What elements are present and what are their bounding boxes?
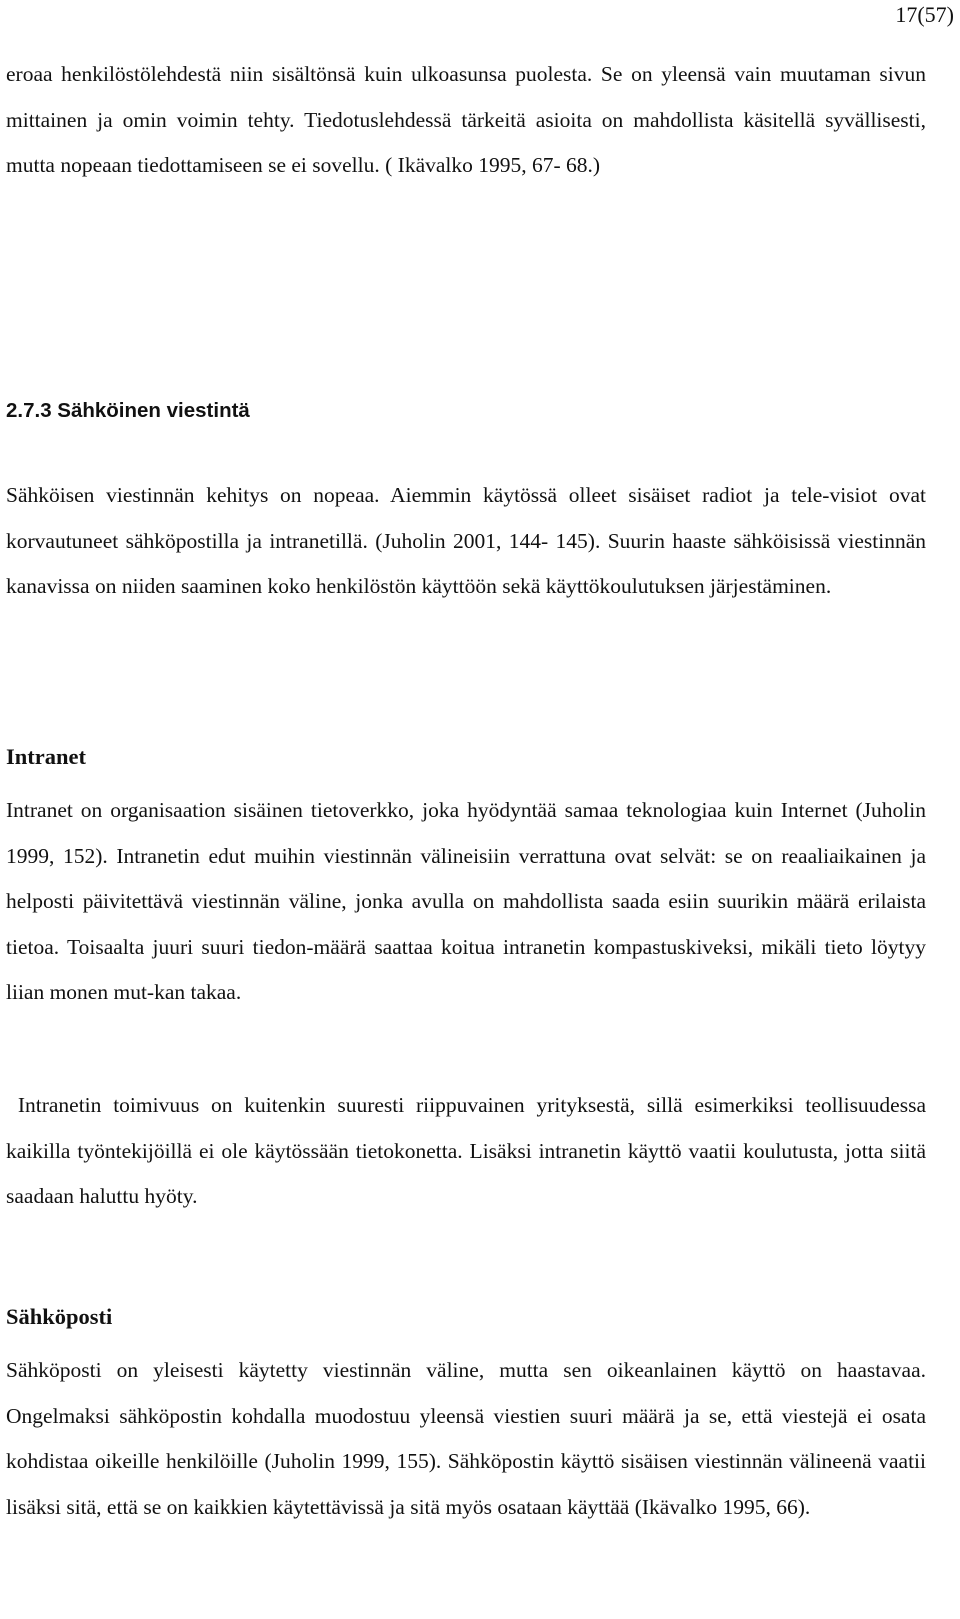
intranet-paragraph-1: Intranet on organisaation sisäinen tietoverkko, joka hyödyntää samaa teknologiaa kuin Internet (Juholin 1999, 152). Intranetin edut muihin viestinnän välineisiin verrattuna ovat selvät: se on reaaliaikainen ja helposti päivitettävä viestinnän väline, jonka avulla on mahdollista saada esiin suurikin määrä erilaista tietoa. Toisaalta juuri suuri tiedon-määrä saattaa koitua intranetin kompastuskiveksi, mikäli tieto löytyy liian monen mut-kan takaa. [6, 798, 926, 1004]
intro-paragraph: eroaa henkilöstölehdestä niin sisältönsä kuin ulkoasunsa puolesta. Se on yleensä vain muutaman sivun mittainen ja omin voimin tehty. Tiedotuslehdessä tärkeitä asioita on mahdollista käsitellä syvällisesti, mutta nopeaan tiedottamiseen se ei sovellu. ( Ikävalko 1995, 67- 68.) [6, 62, 926, 177]
section-paragraph: Sähköisen viestinnän kehitys on nopeaa. Aiemmin käytössä olleet sisäiset radiot ja tele-visiot ovat korvautuneet sähköpostilla ja intranetillä. (Juholin 2001, 144- 145). Suurin haaste sähköisissä viestinnän kanavissa on niiden saaminen koko henkilöstön käyttöön sekä käyttökoulutuksen järjestäminen. [6, 483, 926, 598]
email-heading: Sähköposti [6, 1304, 113, 1329]
section-heading: 2.7.3 Sähköinen viestintä [6, 399, 250, 422]
intranet-paragraph-2: Intranetin toimivuus on kuitenkin suuresti riippuvainen yrityksestä, sillä esimerkiksi teollisuudessa kaikilla työntekijöillä ei ole käytössään tietokonetta. Lisäksi intranetin käyttö vaatii koulutusta, jotta siitä saadaan haluttu hyöty. [6, 1093, 932, 1208]
intranet-heading: Intranet [6, 744, 86, 769]
email-paragraph: Sähköposti on yleisesti käytetty viestinnän väline, mutta sen oikeanlainen käyttö on haastavaa. Ongelmaksi sähköpostin kohdalla muodostuu yleensä viestien suuri määrä ja se, että viestejä ei osata kohdistaa oikeille henkilöille (Juholin 1999, 155). Sähköpostin käyttö sisäisen viestinnän välineenä vaatii lisäksi sitä, että se on kaikkien käytettävissä ja sitä myös osataan käyttää (Ikävalko 1995, 66). [6, 1358, 926, 1519]
page-number: 17(57) [895, 2, 954, 27]
